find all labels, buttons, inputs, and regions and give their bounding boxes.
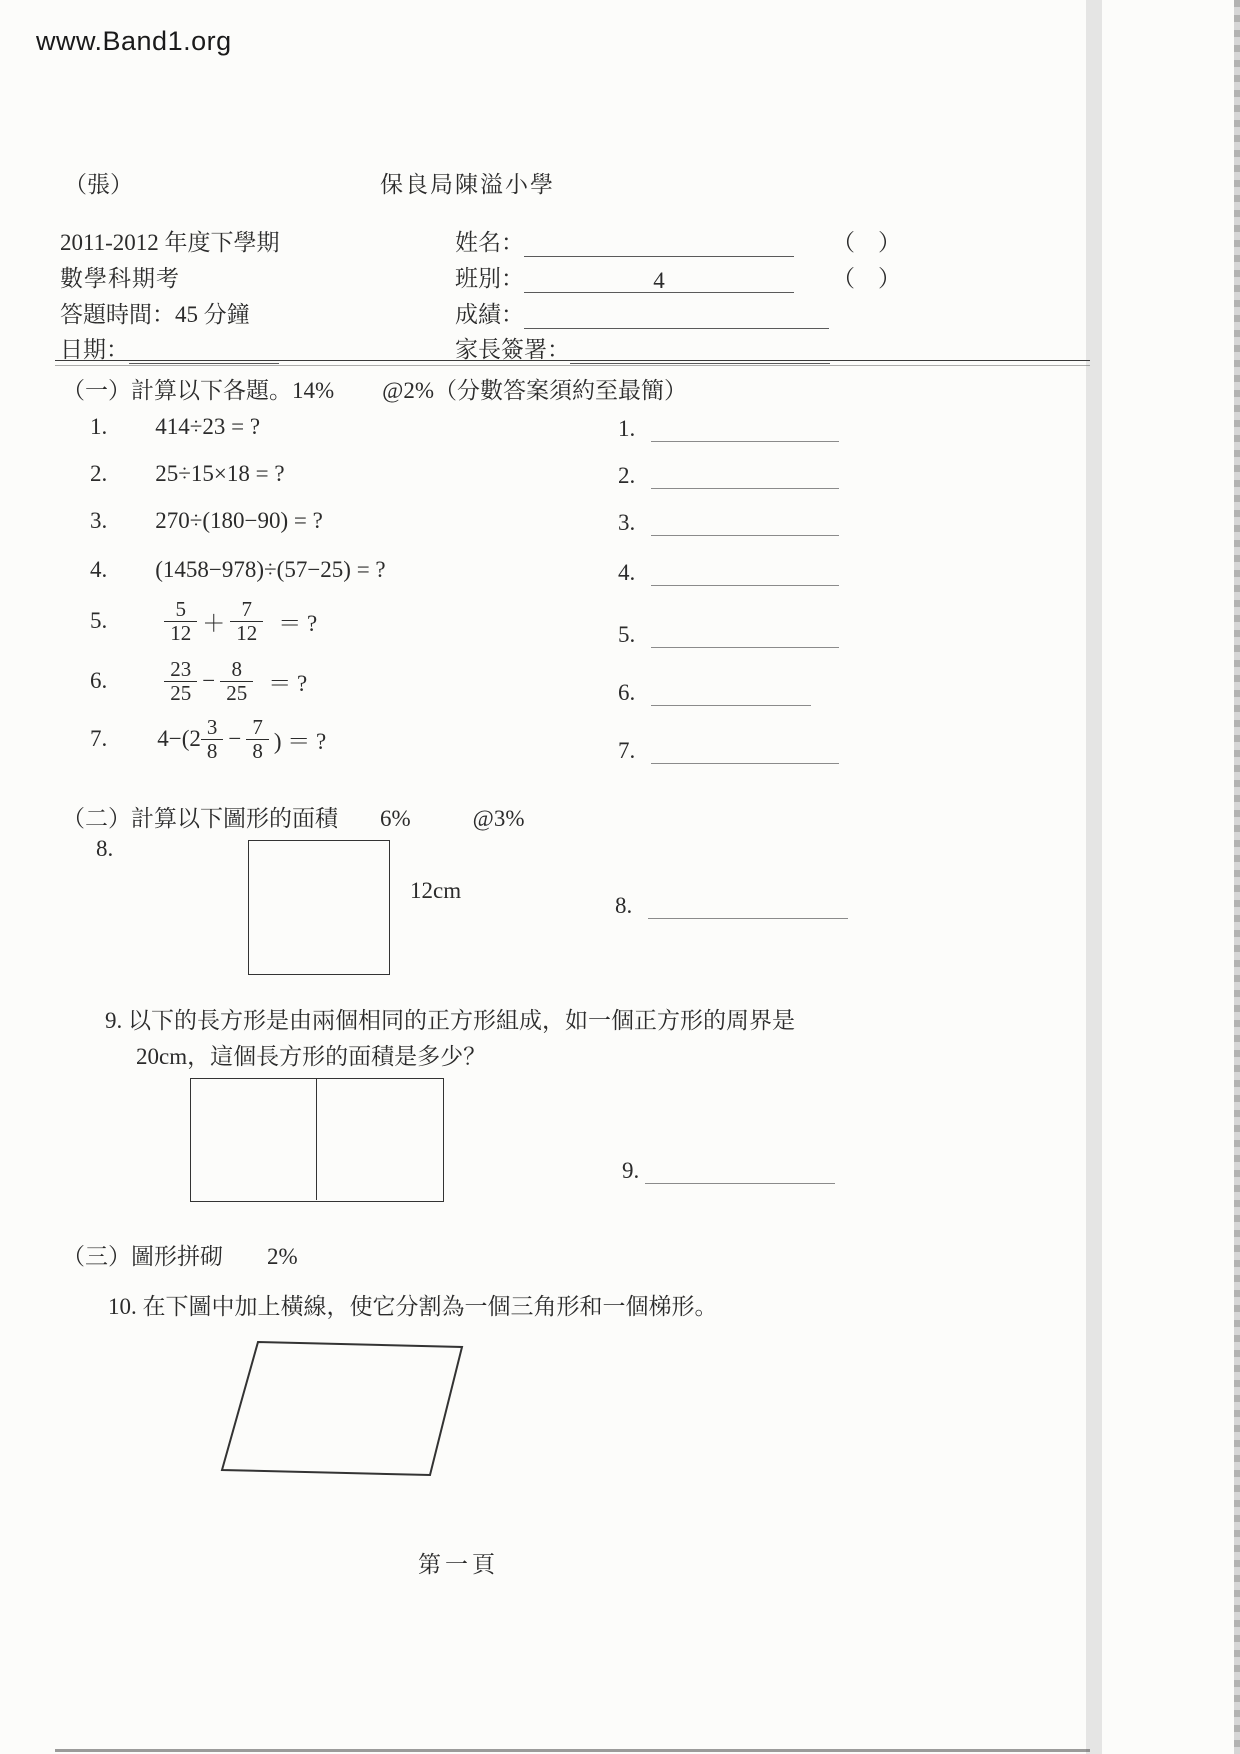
- score-field-line: [524, 304, 829, 329]
- answer-row-6: [618, 680, 811, 706]
- score-label: 成績：: [455, 302, 524, 327]
- q2-number: 2.: [90, 461, 108, 486]
- header-separator-line: [55, 360, 1090, 361]
- class-label: 班別：: [455, 266, 524, 291]
- name-label: 姓名：: [455, 230, 524, 255]
- answer2-number: 2.: [618, 463, 636, 488]
- q8-side-label: 12cm: [410, 878, 462, 903]
- answer-row-4: [618, 560, 839, 586]
- answer9-line: [645, 1161, 835, 1184]
- class-field-line: [524, 268, 794, 293]
- q9-text-line1: 9. 以下的長方形是由兩個相同的正方形組成，如一個正方形的周界是: [105, 1008, 795, 1033]
- q7-operator: −: [228, 726, 242, 752]
- class-tag: （張）: [64, 172, 133, 197]
- question-7: [90, 716, 326, 762]
- header-separator-line-2: [55, 365, 1090, 366]
- q1-number: 1.: [90, 414, 108, 439]
- section3-title: （三）圖形拼砌: [62, 1244, 223, 1269]
- class-row: [455, 260, 901, 293]
- class-paren: （ ）: [832, 266, 901, 291]
- q5-fraction-1: $\frac{5}{12}$: [164, 598, 197, 644]
- q8-number: 8.: [96, 836, 114, 861]
- answer-row-1: [618, 416, 839, 442]
- answer4-number: 4.: [618, 560, 636, 585]
- question-1: [90, 414, 260, 440]
- q9-rectangle-divider: [316, 1078, 317, 1200]
- section1-note: @2%（分數答案須約至最簡）: [382, 378, 688, 403]
- answer3-line: [651, 513, 839, 536]
- parent-sign-label: 家長簽署：: [455, 337, 570, 362]
- name-row: [455, 224, 901, 257]
- q6-fraction-2: $\frac{8}{25}$: [220, 658, 253, 704]
- q10-text: 10. 在下圖中加上橫線，使它分割為一個三角形和一個梯形。: [108, 1294, 718, 1319]
- q7-fraction-1: $\frac{3}{8}$: [201, 716, 224, 762]
- term-label: 2011-2012 年度下學期: [60, 230, 280, 255]
- answer-row-3: [618, 510, 839, 536]
- answer5-number: 5.: [618, 622, 636, 647]
- q5-operator: ＋: [202, 610, 226, 636]
- subject-label: 數學科期考: [60, 266, 180, 291]
- q9-text-line2: 20cm，這個長方形的面積是多少？: [136, 1044, 487, 1069]
- q8-square-shape: [248, 840, 390, 975]
- question-3: [90, 508, 323, 534]
- q6-number: 6.: [90, 668, 108, 694]
- section3-percent: 2%: [267, 1244, 298, 1269]
- answer5-line: [651, 625, 839, 648]
- section2-title: （二）計算以下圖形的面積: [62, 806, 338, 831]
- scan-artifact-edge: [1234, 0, 1240, 1754]
- question-5: [90, 598, 317, 644]
- time-limit-label: 答題時間：45 分鐘: [60, 302, 250, 327]
- section1-title-row: [62, 372, 687, 405]
- answer1-number: 1.: [618, 416, 636, 441]
- answer9-number: 9.: [622, 1158, 640, 1183]
- scan-artifact-bottom-line: [55, 1749, 1090, 1752]
- q10-parallelogram-shape: [200, 1332, 490, 1487]
- answer8-number: 8.: [615, 893, 633, 918]
- answer-row-2: [618, 463, 839, 489]
- q5-number: 5.: [90, 608, 108, 634]
- section2-percent: 6%: [380, 806, 411, 831]
- q5-fraction-2: $\frac{7}{12}$: [230, 598, 263, 644]
- answer-row-5: [618, 622, 839, 648]
- page-footer: 第一頁: [418, 1552, 499, 1577]
- name-field-line: [524, 232, 794, 257]
- class-value: 4: [653, 268, 665, 293]
- section3-title-row: [62, 1238, 298, 1271]
- name-paren: （ ）: [832, 230, 901, 255]
- q4-number: 4.: [90, 557, 108, 582]
- q5-equals: ＝ ?: [278, 610, 318, 636]
- answer-row-7: [618, 738, 839, 764]
- question-2: [90, 461, 285, 487]
- answer6-number: 6.: [618, 680, 636, 705]
- q6-fraction-1: $\frac{23}{25}$: [164, 658, 197, 704]
- answer3-number: 3.: [618, 510, 636, 535]
- question-4: [90, 557, 386, 583]
- q6-operator: −: [202, 668, 216, 694]
- section2-note: @3%: [472, 806, 525, 831]
- q9-rectangle-shape: [190, 1078, 444, 1202]
- q7-prefix: 4−(2: [157, 726, 201, 752]
- question-6: [90, 658, 307, 704]
- answer2-line: [651, 466, 839, 489]
- answer4-line: [651, 563, 839, 586]
- scan-artifact-strip: [1086, 0, 1102, 1754]
- date-label: 日期：: [60, 337, 129, 362]
- section2-title-row: [62, 800, 525, 833]
- q3-expression: 270÷(180−90) = ?: [155, 508, 323, 533]
- answer7-number: 7.: [618, 738, 636, 763]
- answer-row-8: [615, 893, 848, 919]
- section1-title: （一）計算以下各題。14%: [62, 378, 335, 403]
- q4-expression: (1458−978)÷(57−25) = ?: [155, 557, 386, 582]
- watermark-url: www.Band1.org: [36, 26, 232, 56]
- score-row: [455, 296, 829, 329]
- answer1-line: [651, 419, 839, 442]
- q1-expression: 414÷23 = ?: [155, 414, 261, 439]
- school-name: 保良局陳溢小學: [380, 172, 555, 197]
- q7-fraction-2: $\frac{7}{8}$: [246, 716, 269, 762]
- answer-row-9: [622, 1158, 835, 1184]
- q6-equals: ＝ ?: [268, 670, 308, 696]
- answer7-line: [651, 741, 839, 764]
- q3-number: 3.: [90, 508, 108, 533]
- answer6-line: [651, 683, 811, 706]
- q7-number: 7.: [90, 726, 108, 752]
- answer8-line: [648, 896, 848, 919]
- q2-expression: 25÷15×18 = ?: [155, 461, 285, 486]
- q7-suffix: ) ＝ ?: [273, 728, 327, 754]
